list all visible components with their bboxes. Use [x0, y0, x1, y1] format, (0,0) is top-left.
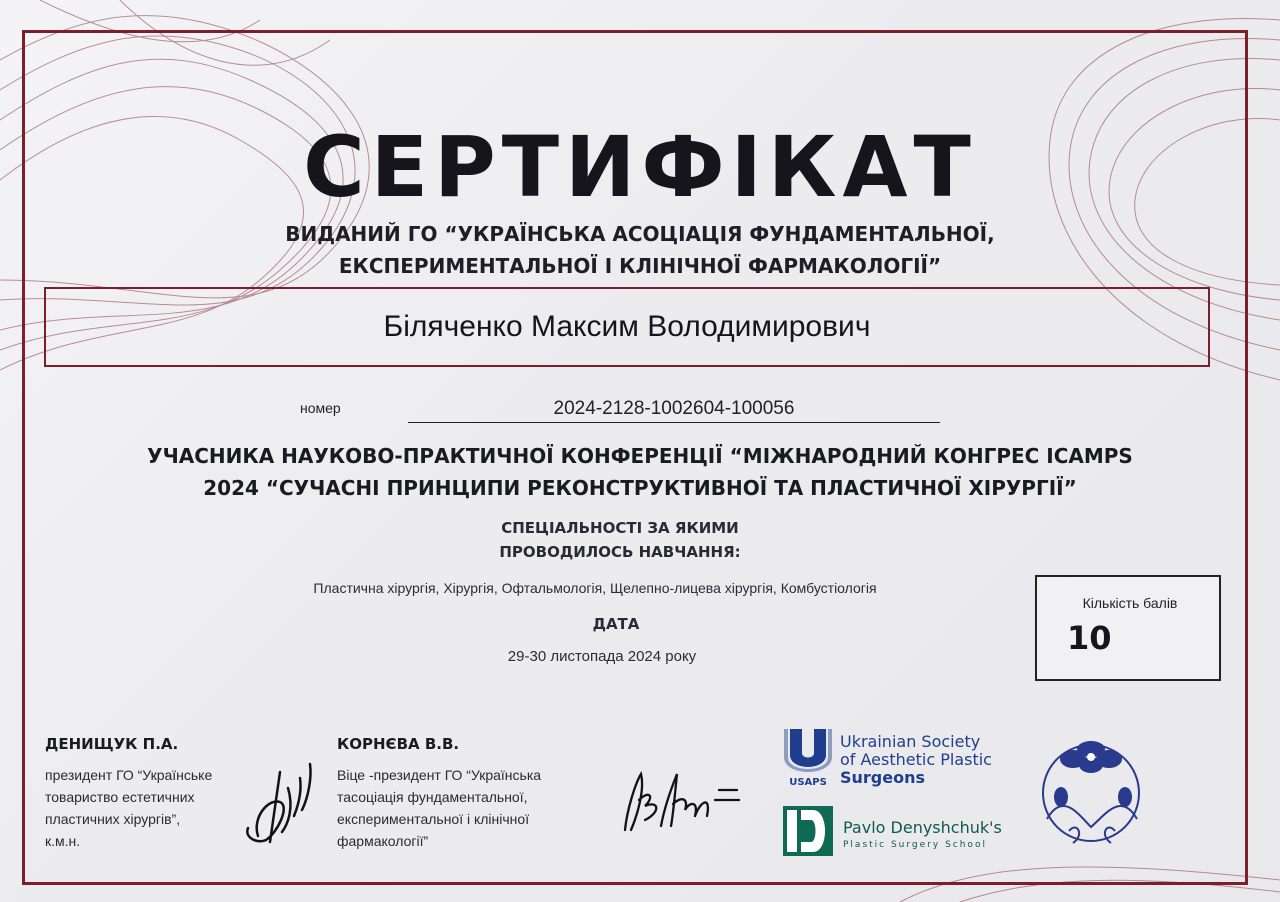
usaps-line-2	[840, 751, 992, 769]
signature-2	[615, 760, 745, 838]
recipient-name: Біляченко Максим Володимирович	[383, 310, 871, 343]
usaps-abbr: USAPS	[789, 777, 827, 787]
usaps-logo	[780, 727, 836, 787]
certificate-title: СЕРТИФІКАТ	[303, 118, 977, 216]
issuer-line-2: ЕКСПЕРИМЕНТАЛЬНОЇ І КЛІНІЧНОЇ ФАРМАКОЛОГІЇ”	[338, 254, 942, 278]
usaps-line-2-text: of Aesthetic Plastic	[840, 750, 992, 769]
specialties-heading-line-1: СПЕЦІАЛЬНОСТІ ЗА ЯКИМИ	[501, 519, 739, 537]
pd-school-subtitle: Plastic Surgery School	[843, 840, 987, 850]
event-line-2: 2024 “СУЧАСНІ ПРИНЦИПИ РЕКОНСТРУКТИВНОЇ ТА ПЛАСТИЧНОЇ ХІРУРГІЇ”	[203, 476, 1077, 500]
pd-school-name: Pavlo Denyshchuk's	[843, 818, 1002, 837]
signatory-2-role	[337, 764, 541, 852]
points-box	[1035, 575, 1221, 681]
flower-emblem	[1033, 731, 1155, 851]
certificate-number: 2024-2128-1002604-100056	[408, 398, 940, 423]
signatory-2-name: КОРНЄВА В.В.	[337, 735, 460, 753]
specialties-heading	[0, 516, 1240, 564]
usaps-line-3: Surgeons	[840, 768, 926, 787]
specialties-list: Пластична хірургія, Хірургія, Офтальмологія, Щелепно-лицева хірургія, Комбустіологія	[313, 580, 877, 596]
number-label: номер	[300, 400, 341, 416]
signatory-1-role-line: президент ГО “Українське	[45, 767, 213, 783]
signatory-2-role-line: експериментальної і клінічної	[337, 811, 530, 827]
usaps-name	[840, 733, 992, 787]
signatory-2-role-line: Віце -президент ГО “Українська	[337, 767, 542, 783]
recipient-name-box	[44, 287, 1210, 367]
signatory-1-role-line: к.м.н.	[45, 833, 81, 849]
pd-logo	[783, 806, 833, 856]
issuer-text	[0, 218, 1280, 282]
signatory-1-name: ДЕНИЩУК П.А.	[45, 735, 179, 753]
event-line-1: УЧАСНИКА НАУКОВО-ПРАКТИЧНОЇ КОНФЕРЕНЦІЇ “МІЖНАРОДНИЙ КОНГРЕС ICAMPS	[147, 444, 1133, 468]
signature-1	[238, 758, 328, 850]
issuer-line-1: ВИДАНИЙ ГО “УКРАЇНСЬКА АСОЦІАЦІЯ ФУНДАМЕНТАЛЬНОЇ,	[285, 222, 995, 246]
signatory-2-role-line: фармакології”	[337, 833, 429, 849]
signatory-1-role-line: пластичних хірургів”,	[45, 811, 181, 827]
points-value: 10	[1067, 619, 1112, 657]
points-label: Кількість балів	[1082, 595, 1178, 611]
signatory-1-role-line: товариство естетичних	[45, 789, 195, 805]
signatory-1-role	[45, 764, 212, 852]
date-heading: ДАТА	[592, 615, 640, 633]
signatory-2-role-line: тасоціація фундаментальної,	[337, 789, 528, 805]
specialties-heading-line-2: ПРОВОДИЛОСЬ НАВЧАННЯ:	[499, 543, 741, 561]
date-value: 29-30 листопада 2024 року	[507, 648, 697, 665]
event-description	[0, 440, 1280, 504]
usaps-line-1: Ukrainian Society	[840, 732, 981, 751]
